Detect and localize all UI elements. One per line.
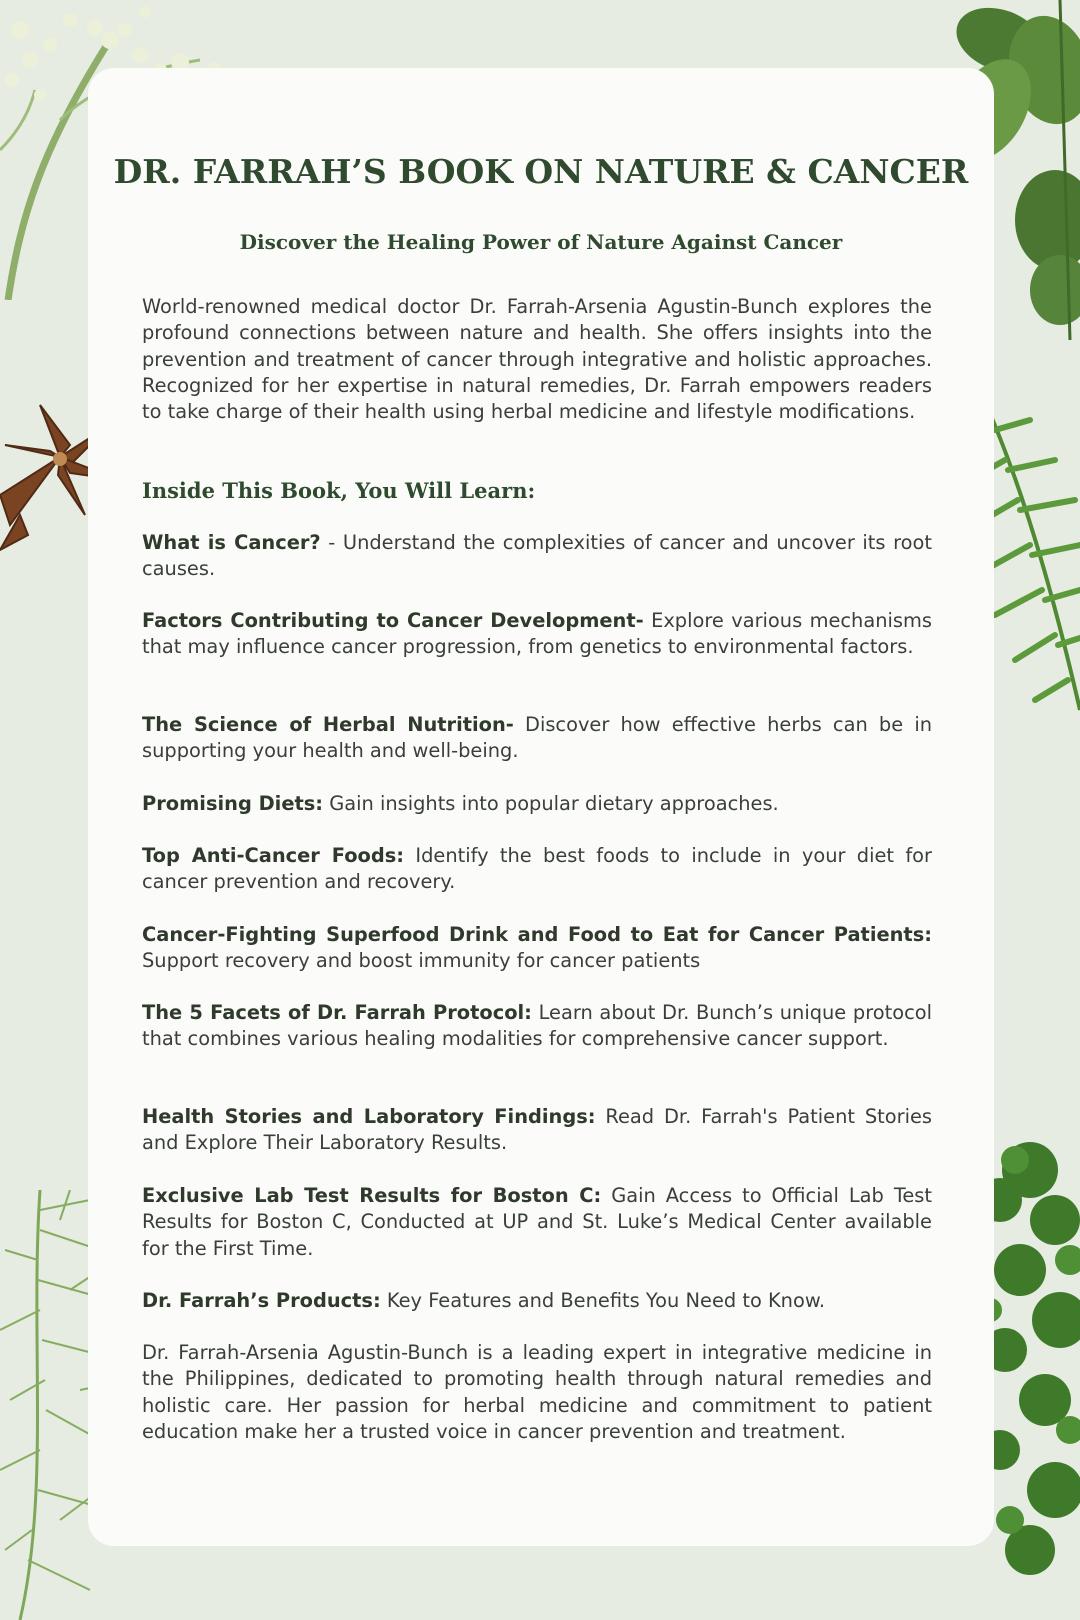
list-item	[142, 1288, 932, 1314]
list-item-title: Dr. Farrah’s Products:	[142, 1289, 381, 1312]
list-item	[142, 1183, 932, 1262]
list-item-title: Top Anti-Cancer Foods:	[142, 844, 405, 867]
page-title: DR. FARRAH’S BOOK ON NATURE & CANCER	[113, 152, 969, 191]
list-item	[142, 791, 932, 817]
list-item-title: Factors Contributing to Cancer Development-	[142, 609, 644, 632]
list-item-text: Explore various mechanisms that may influence cancer progression, from genetics to environmental factors.	[142, 609, 932, 659]
list-item-title: Health Stories and Laboratory Findings:	[142, 1105, 596, 1128]
list-item-text: Key Features and Benefits You Need to Know.	[380, 1289, 826, 1312]
list-item-title: What is Cancer?	[142, 531, 321, 554]
list-item	[142, 922, 932, 975]
list-item-title: The Science of Herbal Nutrition-	[142, 713, 514, 736]
list-item-text: Support recovery and boost immunity for cancer patients	[142, 949, 701, 973]
list-item-title: Cancer-Fighting Superfood Drink and Food to Eat for Cancer Patients:	[142, 923, 932, 946]
list-item	[142, 530, 932, 583]
intro-paragraph: World-renowned medical doctor Dr. Farrah-Arsenia Agustin-Bunch explores the profound connections between nature and health. She offers insights into the prevention and treatment of cancer through integrative and holistic approaches. Recognized for her expertise in natural remedies, Dr. Farrah empowers readers to take charge of their health using herbal medicine and lifestyle modifications.	[142, 295, 932, 424]
page-subtitle: Discover the Healing Power of Nature Against Cancer	[239, 230, 843, 254]
content-card	[88, 68, 994, 1546]
list-item-text: Read Dr. Farrah's Patient Stories and Explore Their Laboratory Results.	[142, 1105, 932, 1155]
list-item-title: The 5 Facets of Dr. Farrah Protocol:	[142, 1001, 532, 1024]
list-item	[142, 1104, 932, 1157]
list-item-text: Learn about Dr. Bunch’s unique protocol that combines various healing modalities for comprehensive cancer support.	[142, 1001, 932, 1051]
learn-heading: Inside This Book, You Will Learn:	[142, 478, 536, 503]
list-item-text: Discover how effective herbs can be in supporting your health and well-being.	[142, 713, 933, 763]
list-item-title: Exclusive Lab Test Results for Boston C:	[142, 1184, 602, 1207]
list-item	[142, 608, 932, 661]
list-item-text: Gain insights into popular dietary approaches.	[323, 792, 779, 815]
list-item	[142, 843, 932, 896]
list-item	[142, 1000, 932, 1053]
list-item	[142, 712, 932, 765]
list-item-text: - Understand the complexities of cancer and uncover its root causes.	[142, 531, 932, 581]
list-item-text: Gain Access to Official Lab Test Results for Boston C, Conducted at UP and St. Luke’s Medical Center available for the First Time.	[142, 1184, 932, 1260]
closing-paragraph: Dr. Farrah-Arsenia Agustin-Bunch is a leading expert in integrative medicine in the Philippines, dedicated to promoting health through natural remedies and holistic care. Her passion for herbal medicine and commitment to patient education make her a trusted voice in cancer prevention and treatment.	[142, 1341, 932, 1443]
list-item-title: Promising Diets:	[142, 792, 324, 815]
list-item-text: Identify the best foods to include in your diet for cancer prevention and recovery.	[142, 844, 932, 894]
